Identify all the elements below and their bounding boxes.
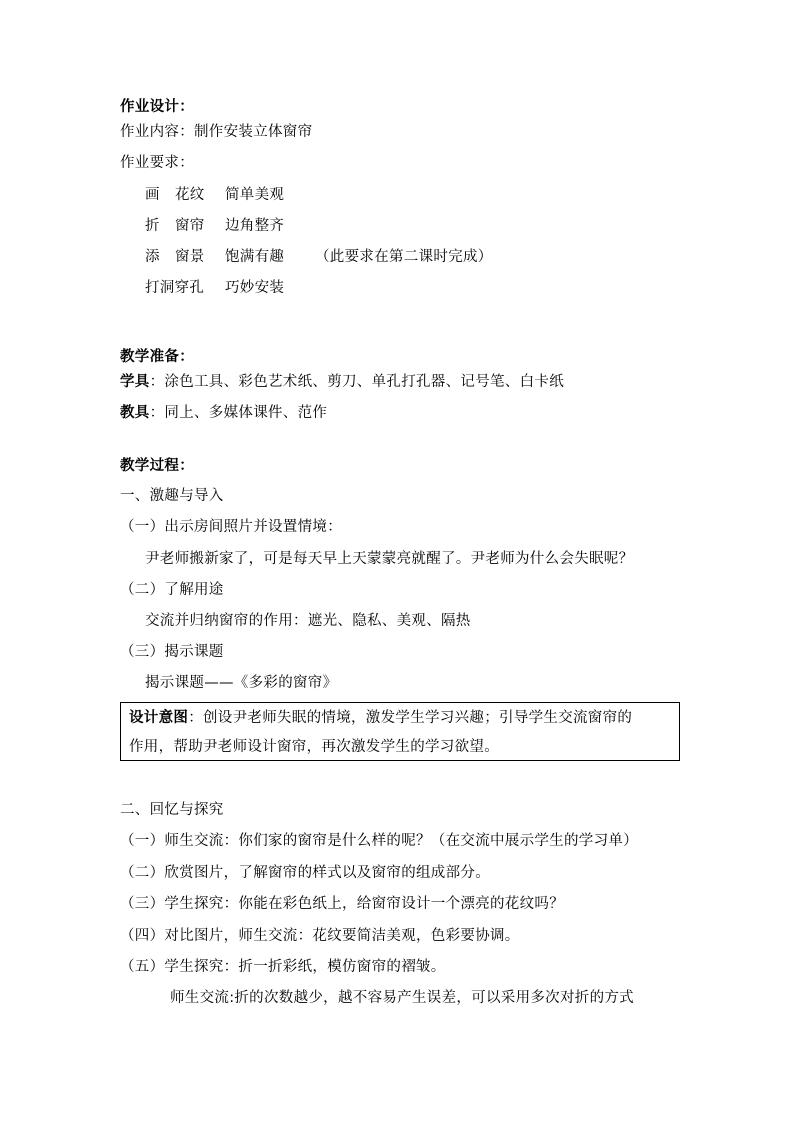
homework-content: 作业内容：制作安装立体窗帘 (120, 124, 313, 140)
process-heading: 教学过程： (120, 458, 194, 474)
prep-heading: 教学准备： (120, 349, 194, 365)
part2-item: （一）师生交流：你们家的窗帘是什么样的呢？（在交流中展示学生的学习单） (120, 833, 638, 849)
part2-item: （三）学生探究：你能在彩色纸上，给窗帘设计一个漂亮的花纹吗？ (120, 896, 564, 912)
design-intent-line: 作用，帮助尹老师设计窗帘，再次激发学生的学习欲望。 (129, 739, 499, 755)
part2-title: 二、回忆与探究 (120, 802, 224, 818)
part1-step3-text: 揭示课题——《多彩的窗帘》 (145, 675, 338, 691)
design-intent-box (120, 702, 680, 761)
homework-heading: 作业设计： (120, 99, 194, 115)
part2-item: （二）欣赏图片，了解窗帘的样式以及窗帘的组成部分。 (120, 865, 490, 881)
part1-step1-text: 尹老师搬新家了，可是每天早上天蒙蒙亮就醒了。尹老师为什么会失眠呢？ (145, 551, 634, 567)
requirement-item: 打洞穿孔 巧妙安装 (145, 280, 285, 296)
part1-step1-title: （一）出示房间照片并设置情境： (120, 519, 342, 535)
prep-teacher-tools: 教具：同上、多媒体课件、范作 (120, 405, 328, 421)
design-intent-line: 设计意图：创设尹老师失眠的情境，激发学生学习兴趣；引导学生交流窗帘的 (129, 710, 633, 726)
prep-student-tools: 学具：涂色工具、彩色艺术纸、剪刀、单孔打孔器、记号笔、白卡纸 (120, 374, 565, 390)
part2-item: （五）学生探究：折一折彩纸，模仿窗帘的褶皱。 (120, 959, 446, 975)
homework-requirements-label: 作业要求： (120, 155, 194, 171)
requirement-item: 折 窗帘 边角整齐 (145, 218, 285, 234)
part1-step3-title: （三）揭示课题 (120, 644, 224, 660)
requirement-item: 添 窗景 饱满有趣 （此要求在第二课时完成） (145, 249, 493, 265)
part1-title: 一、激趣与导入 (120, 488, 224, 504)
part2-item: （四）对比图片，师生交流：花纹要简洁美观，色彩要协调。 (120, 928, 520, 944)
part1-step2-text: 交流并归纳窗帘的作用：遮光、隐私、美观、隔热 (145, 613, 471, 629)
part2-last-text: 师生交流:折的次数越少，越不容易产生误差，可以采用多次对折的方式 (170, 990, 634, 1006)
part1-step2-title: （二）了解用途 (120, 582, 224, 598)
requirement-item: 画 花纹 简单美观 (145, 187, 285, 203)
